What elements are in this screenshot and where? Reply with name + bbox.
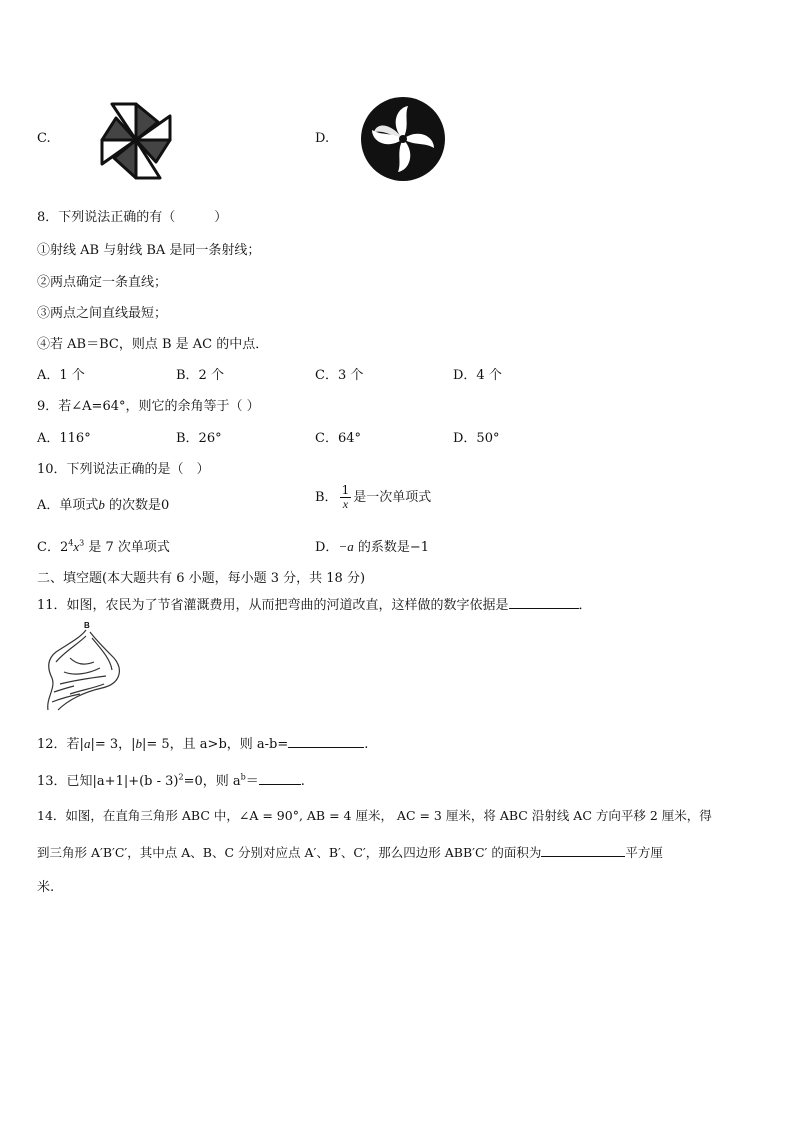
q13-prefix: 13．已知|a+1|+(b - 3) (37, 774, 179, 789)
q11-answer-blank[interactable] (509, 596, 579, 609)
q13-mid2: ＝ (245, 774, 259, 789)
q12-mid1: |= 3，| (90, 737, 136, 752)
q8-stem: 8．下列说法正确的有（ ） (37, 210, 228, 225)
q7-option-d-label: D. (315, 131, 330, 146)
q11-stem (37, 594, 592, 613)
q10-d-var: −a (338, 539, 354, 554)
q9-stem: 9．若∠A=64°，则它的余角等于（ ） (37, 399, 260, 414)
q14-line-2-text: 到三角形 A′B′C′，其中点 A、B、C 分别对应点 A′、B′、C′，那么四边形 ABB′C′ 的面积为 (37, 845, 542, 860)
q8-statement-4: ④若 AB＝BC，则点 B 是 AC 的中点． (37, 337, 269, 352)
q11-stem-end: ． (578, 598, 592, 613)
pinwheel-icon (98, 100, 174, 184)
q10-c-suffix: 是 7 次单项式 (84, 540, 170, 555)
q12-end: . (364, 737, 369, 752)
q12-var-b: b (135, 736, 142, 751)
q12-var-a: a (83, 736, 91, 751)
q8-statement-1: ①射线 AB 与射线 BA 是同一条射线； (37, 243, 261, 258)
q10-a-suffix: 的次数是0 (104, 498, 170, 513)
q9-option-b: B．26° (176, 431, 222, 446)
q13-exp2: b (240, 772, 246, 782)
q8-option-a: A．1 个 (37, 368, 85, 383)
q13-stem (37, 770, 305, 789)
q10-b-denominator: x (342, 497, 349, 511)
q14-answer-blank[interactable] (541, 844, 625, 857)
q10-d-suffix: 的系数是−1 (353, 540, 430, 555)
q12-mid2: |= 5，且 a>b，则 a-b= (142, 737, 289, 752)
q10-b-prefix: B． (315, 490, 338, 505)
q10-c-base2: x (73, 539, 80, 554)
q13-end: . (300, 774, 305, 789)
q8-statement-3: ③两点之间直线最短； (37, 306, 168, 321)
q9-option-d: D．50° (453, 431, 500, 446)
section-2-heading: 二、填空题(本大题共有 6 小题，每小题 3 分，共 18 分) (37, 571, 366, 586)
bauhinia-emblem-icon (360, 96, 446, 186)
q12-stem (37, 733, 368, 752)
q13-exp: 2 (178, 772, 184, 782)
q10-b-suffix: 是一次单项式 (353, 490, 432, 505)
q10-option-c (37, 536, 170, 555)
q10-a-prefix: A．单项式 (37, 498, 99, 513)
q10-stem: 10．下列说法正确的是（ ） (37, 462, 210, 477)
q10-c-base1: 2 (59, 540, 69, 555)
q10-b-numerator: 1 (341, 483, 350, 497)
q10-c-exp1: 4 (68, 538, 74, 548)
q8-option-d: D．4 个 (453, 368, 502, 383)
q10-c-exp2: 3 (79, 538, 85, 548)
q14-line-3: 米. (37, 880, 55, 895)
river-figure (40, 618, 130, 718)
q8-option-b: B．2 个 (176, 368, 224, 383)
q14-line-1: 14．如图，在直角三角形 ABC 中，∠A = 90°, AB = 4 厘米， AC = 3 厘米，将 ABC 沿射线 AC 方向平移 2 厘米，得 (37, 808, 712, 823)
q10-d-prefix: D． (315, 540, 339, 555)
q14-line-2-end: 平方厘 (625, 845, 663, 860)
q9-option-c: C．64° (315, 431, 361, 446)
q7-option-c-label: C. (37, 131, 51, 146)
q8-option-c: C．3 个 (315, 368, 364, 383)
q14-line-2 (37, 843, 663, 861)
q10-a-var: b (98, 497, 105, 512)
q10-c-prefix: C． (37, 540, 60, 555)
q13-answer-blank[interactable] (259, 772, 301, 785)
q11-figure-label-b: B (84, 621, 90, 630)
q12-answer-blank[interactable] (288, 735, 364, 748)
q10-b-fraction (340, 484, 352, 511)
q13-mid: =0，则 a (183, 774, 241, 789)
q8-statement-2: ②两点确定一条直线； (37, 275, 168, 290)
q11-stem-text: 11．如图，农民为了节省灌溉费用，从而把弯曲的河道改直，这样做的数字依据是 (37, 598, 509, 613)
q12-prefix: 12．若| (37, 737, 84, 752)
q9-option-a: A．116° (37, 431, 91, 446)
q10-option-d (315, 536, 429, 555)
q10-option-b (315, 484, 431, 511)
q10-option-a (37, 494, 169, 513)
